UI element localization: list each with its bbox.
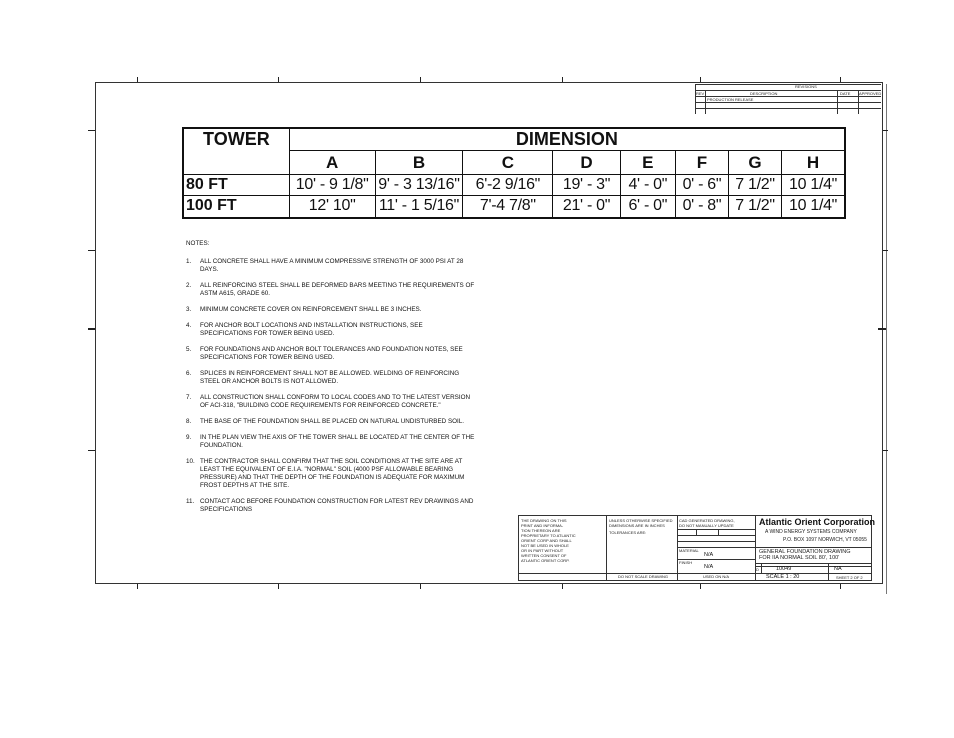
zone-tick [420, 77, 421, 82]
rev-line [695, 84, 881, 85]
proprietary-notice: ATLANTIC ORIENT CORP. [521, 558, 570, 563]
tolerance-note: UNLESS OTHERWISE SPECIFIED [609, 518, 673, 523]
zone-tick [278, 77, 279, 82]
size-value: D [756, 567, 759, 572]
note-number: 5. [186, 346, 192, 353]
cad-note: DO NOT MANUALLY UPDATE [679, 523, 734, 528]
note-text: FOR ANCHOR BOLT LOCATIONS AND INSTALLATION INSTRUCTIONS, SEE SPECIFICATIONS FOR TOWER BEING USED. [200, 322, 423, 337]
rev-line [695, 90, 881, 91]
material-label: MATERIAL [679, 548, 699, 553]
proprietary-notice: WRITTEN CONSENT OF [521, 553, 567, 558]
note-number: 6. [186, 370, 192, 377]
date-col-label: DATE [840, 91, 851, 96]
note-item [186, 306, 476, 314]
zone-tick [137, 77, 138, 82]
tb-line [677, 529, 755, 530]
zone-tick [562, 584, 563, 589]
zone-tick [840, 77, 841, 82]
zone-tick [88, 130, 95, 131]
note-text: THE CONTRACTOR SHALL CONFIRM THAT THE SOIL CONDITIONS AT THE SITE ARE AT LEAST THE EQUIVALENT OF E.I.A. "NORMAL" SOIL (4000 PSF ALLOWABLE BEARING PRESSURE) AND THAT THE DEPTH OF THE FOUNDATION IS ADEQUATE FOR MAXIMUM FROST DEPTHS AT THE SITE. [200, 458, 465, 489]
note-item [186, 498, 476, 514]
note-item [186, 434, 476, 450]
zone-tick [700, 77, 701, 82]
border-bottom [95, 583, 883, 584]
company-name: Atlantic Orient Corporation [759, 517, 876, 527]
used-on: USED ON N/A [703, 574, 730, 579]
note-text: IN THE PLAN VIEW THE AXIS OF THE TOWER SHALL BE LOCATED AT THE CENTER OF THE FOUNDATION. [200, 434, 475, 449]
drawing-title: GENERAL FOUNDATION DRAWING [759, 549, 851, 555]
column-header: E [620, 151, 675, 175]
dimension-table [182, 127, 846, 219]
finish-label: FINISH [679, 560, 693, 565]
rev-line [695, 108, 881, 109]
proprietary-notice: PRINT AND INFORMA- [521, 523, 564, 528]
proprietary-notice: PROPRIETARY TO ATLANTIC [521, 533, 576, 538]
tb-line [518, 515, 872, 516]
tower-cell: 80 FT [183, 175, 289, 196]
note-item [186, 370, 476, 386]
border-left [95, 82, 96, 584]
rev-line [837, 90, 838, 114]
column-header: G [728, 151, 781, 175]
tb-line [755, 547, 872, 548]
proprietary-notice: OR IN PART WITHOUT [521, 548, 564, 553]
zone-tick [700, 584, 701, 589]
note-number: 8. [186, 418, 192, 425]
value-cell: 9' - 3 13/16" [375, 175, 463, 196]
zone-tick [562, 77, 563, 82]
tb-line [677, 515, 678, 581]
tb-line [761, 563, 762, 573]
finish-value: N/A [704, 564, 714, 570]
value-cell: 10 1/4" [782, 196, 845, 218]
column-header: F [675, 151, 728, 175]
value-cell: 11' - 1 5/16" [375, 196, 463, 218]
rev-line [695, 84, 696, 114]
zone-tick [88, 250, 95, 251]
zone-tick [137, 584, 138, 589]
note-number: 7. [186, 394, 192, 401]
value-cell: 19' - 3" [553, 175, 620, 196]
tb-line [518, 580, 872, 581]
drawing-title: FOR IIA NORMAL SOIL 80', 100' [759, 555, 840, 561]
notes-section [186, 240, 476, 522]
note-item [186, 458, 476, 490]
approved-col-label: APPROVED [859, 91, 882, 96]
value-cell: 12' 10" [289, 196, 375, 218]
note-item [186, 346, 476, 362]
note-number: 9. [186, 434, 192, 441]
rev-line [695, 102, 881, 103]
material-value: N/A [704, 552, 714, 558]
zone-tick [883, 450, 888, 451]
title-block [518, 515, 876, 581]
note-text: FOR FOUNDATIONS AND ANCHOR BOLT TOLERANCES AND FOUNDATION NOTES, SEE SPECIFICATIONS FOR TOWER BEING USED. [200, 346, 463, 361]
drawing-number: 10049 [776, 566, 792, 572]
revision-row-description: PRODUCTION RELEASE [707, 97, 754, 102]
tb-line [518, 573, 872, 574]
column-header: D [553, 151, 620, 175]
outer-edge-right [886, 84, 887, 594]
do-not-scale: DO NOT SCALE DRAWING [618, 574, 669, 579]
note-text: THE BASE OF THE FOUNDATION SHALL BE PLACED ON NATURAL UNDISTURBED SOIL. [200, 418, 465, 425]
tolerance-note: DIMENSIONS ARE IN INCHES [609, 523, 665, 528]
table-row [183, 196, 845, 218]
zone-tick [88, 328, 95, 330]
description-col-label: DESCRIPTION [750, 91, 778, 96]
sheet-number: SHEET 2 OF 2 [836, 575, 863, 580]
cad-note: CAD GENERATED DRAWING, [679, 518, 735, 523]
zone-tick [840, 584, 841, 589]
column-header: C [463, 151, 553, 175]
column-header: A [289, 151, 375, 175]
zone-tick [878, 328, 886, 330]
rev-value: NA [834, 566, 842, 572]
value-cell: 0' - 6" [675, 175, 728, 196]
tower-cell: 100 FT [183, 196, 289, 218]
zone-tick [883, 130, 888, 131]
tb-line [718, 529, 719, 535]
border-right [882, 82, 883, 584]
note-number: 2. [186, 282, 192, 289]
note-text: SPLICES IN REINFORCEMENT SHALL NOT BE ALLOWED. WELDING OF REINFORCING STEEL OR ANCHOR BOLTS IS NOT ALLOWED. [200, 370, 460, 385]
tb-line [606, 515, 607, 581]
value-cell: 10' - 9 1/8" [289, 175, 375, 196]
zone-tick [420, 584, 421, 589]
tb-line [755, 566, 872, 567]
value-cell: 21' - 0" [553, 196, 620, 218]
tb-line [696, 529, 697, 535]
border-top [95, 82, 883, 83]
value-cell: 6' - 0" [620, 196, 675, 218]
note-number: 3. [186, 306, 192, 313]
company-address: P.O. BOX 1097 NORWICH, VT 05055 [783, 537, 867, 543]
tolerance-note: TOLERANCES ARE: [609, 530, 647, 535]
note-item [186, 418, 476, 426]
note-number: 1. [186, 258, 192, 265]
proprietary-notice: TION THEREON ARE [521, 528, 561, 533]
company-subtitle: A WIND ENERGY SYSTEMS COMPANY [765, 529, 857, 535]
proprietary-notice: THE DRAWING ON THIS [521, 518, 567, 523]
rev-line [705, 90, 706, 114]
tb-line [518, 515, 519, 581]
note-number: 10. [186, 458, 195, 465]
tower-header: TOWER [183, 128, 289, 175]
tb-line [677, 535, 755, 536]
note-item [186, 282, 476, 298]
zone-tick [88, 450, 95, 451]
note-item [186, 258, 476, 274]
dimension-header: DIMENSION [289, 128, 845, 151]
column-header: B [375, 151, 463, 175]
proprietary-notice: ORIENT CORP AND SHALL [521, 538, 572, 543]
column-header: H [782, 151, 845, 175]
proprietary-notice: NOT BE USED IN WHOLE [521, 543, 569, 548]
value-cell: 6'-2 9/16" [463, 175, 553, 196]
tb-line [828, 573, 829, 581]
zone-tick [278, 584, 279, 589]
value-cell: 10 1/4" [782, 175, 845, 196]
tb-line [755, 563, 872, 564]
note-text: MINIMUM CONCRETE COVER ON REINFORCEMENT SHALL BE 3 INCHES. [200, 306, 422, 313]
value-cell: 7'-4 7/8" [463, 196, 553, 218]
rev-col-label: REV [696, 91, 705, 96]
zone-tick [883, 250, 888, 251]
table-row [183, 175, 845, 196]
notes-title: NOTES: [186, 240, 210, 247]
note-text: CONTACT AOC BEFORE FOUNDATION CONSTRUCTION FOR LATEST REV DRAWINGS AND SPECIFICATIONS [200, 498, 474, 513]
note-item [186, 322, 476, 338]
note-text: ALL CONCRETE SHALL HAVE A MINIMUM COMPRESSIVE STRENGTH OF 3000 PSI AT 28 DAYS. [200, 258, 464, 273]
tb-line [677, 541, 755, 542]
note-item [186, 394, 476, 410]
note-number: 4. [186, 322, 192, 329]
value-cell: 7 1/2" [728, 175, 781, 196]
revision-block [695, 84, 881, 114]
value-cell: 0' - 8" [675, 196, 728, 218]
value-cell: 7 1/2" [728, 196, 781, 218]
note-text: ALL CONSTRUCTION SHALL CONFORM TO LOCAL CODES AND TO THE LATEST VERSION OF ACI-318, "BUILDING CODE REQUIREMENTS FOR REINFORCED CONCRETE." [200, 394, 471, 409]
revisions-label: REVISIONS [795, 84, 817, 89]
note-number: 11. [186, 498, 195, 505]
value-cell: 4' - 0" [620, 175, 675, 196]
tb-line [828, 563, 829, 573]
scale: SCALE 1 : 20 [766, 574, 800, 580]
note-text: ALL REINFORCING STEEL SHALL BE DEFORMED BARS MEETING THE REQUIREMENTS OF ASTM A615, GRADE 60. [200, 282, 475, 297]
